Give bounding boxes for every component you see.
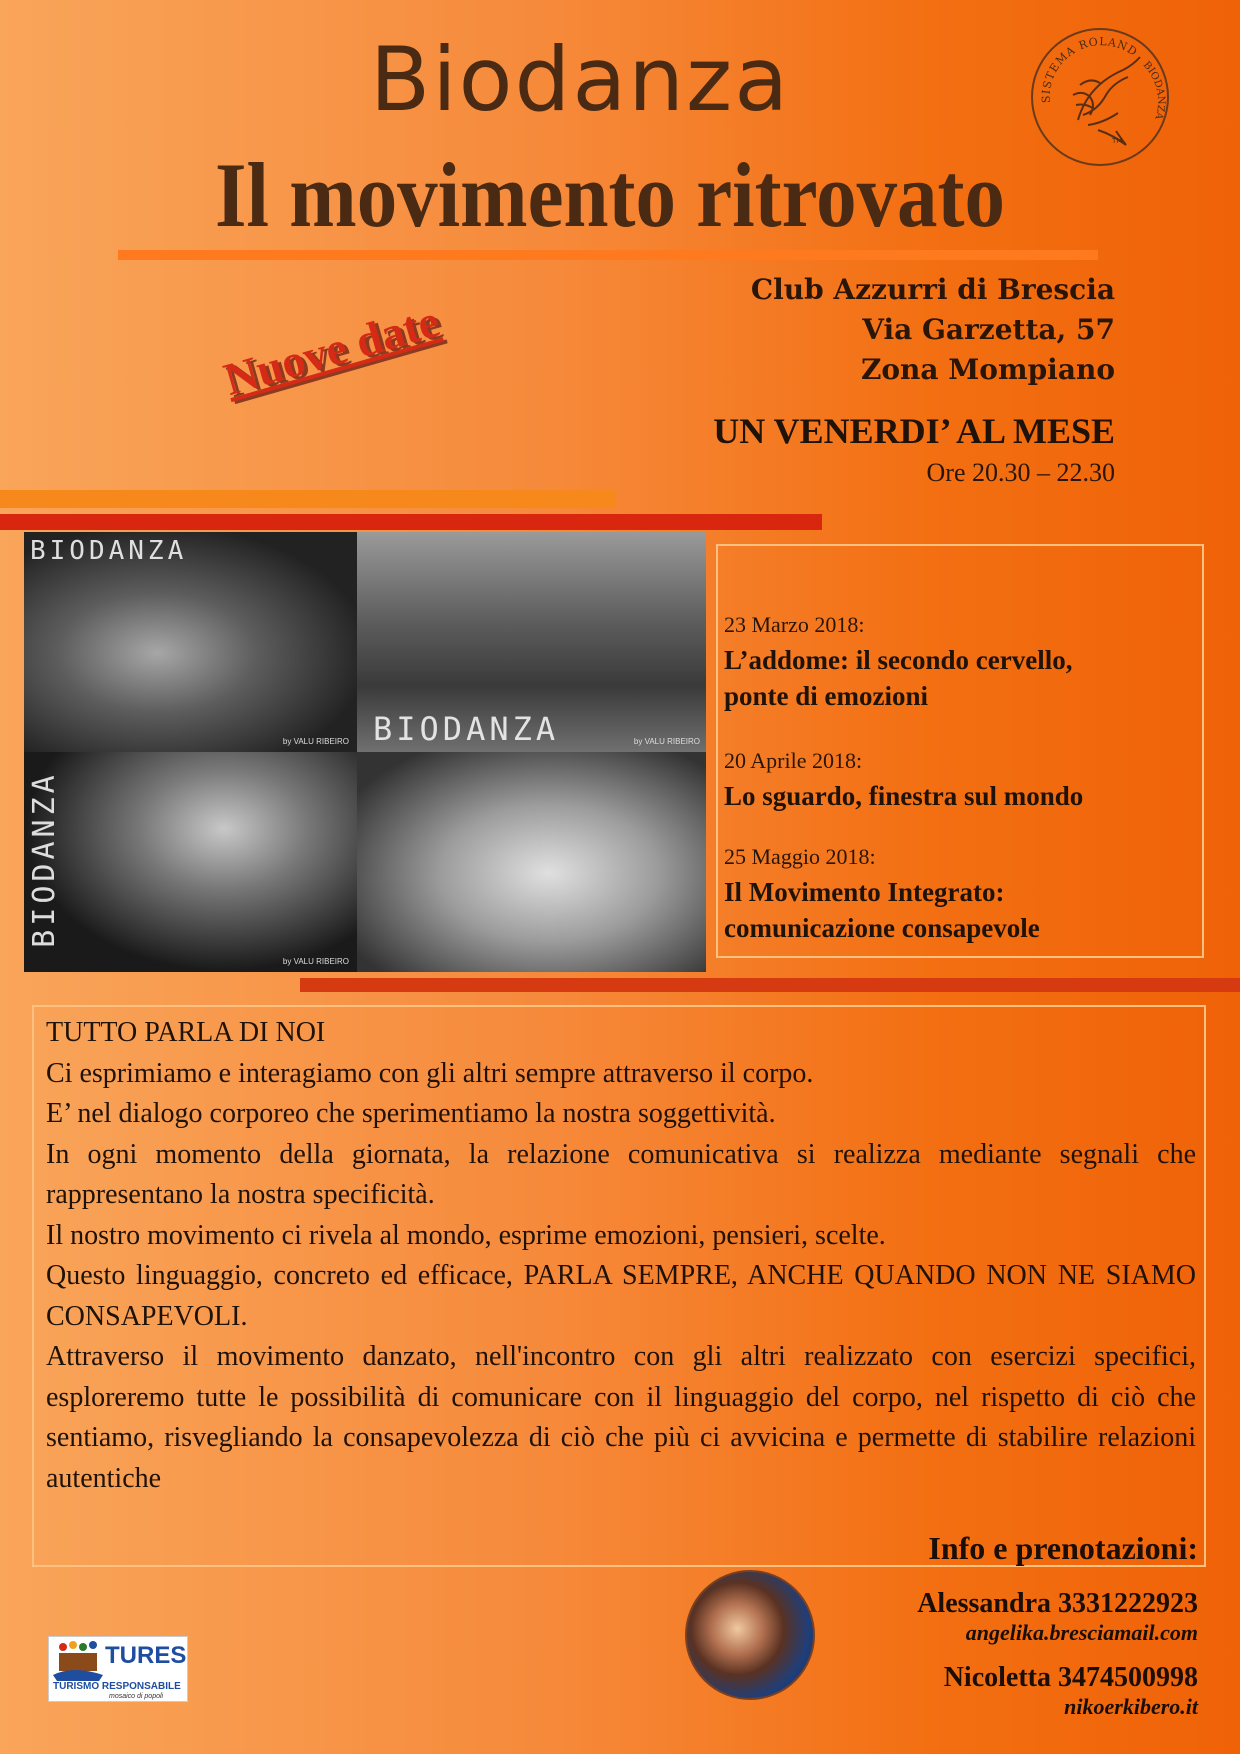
- decorative-band-orange: [0, 490, 615, 508]
- contact-name-phone: Alessandra 3331222923: [917, 1588, 1198, 1619]
- photo-collage: [24, 532, 706, 972]
- contact-email: angelika.bresciamail.com: [965, 1620, 1198, 1645]
- event-date-2: [724, 748, 1083, 814]
- description-paragraph: Questo linguaggio, concreto ed efficace, PARLA SEMPRE, ANCHE QUANDO NON NE SIAMO CONSAPEVOLI.: [46, 1260, 1196, 1332]
- contact-2: [944, 1662, 1198, 1720]
- tures-logo: [48, 1636, 188, 1702]
- photo-hands: [357, 752, 706, 972]
- event-title: ponte di emozioni: [724, 681, 929, 711]
- event-date-label: 23 Marzo 2018:: [724, 612, 865, 637]
- photo-caption: BIODANZA: [30, 536, 188, 566]
- tures-subtagline: mosaico di popoli: [109, 1693, 164, 1700]
- contacts-title: Info e prenotazioni:: [928, 1530, 1198, 1566]
- description-text: [46, 1013, 1196, 1499]
- photo-credit: by VALU RIBEIRO: [633, 737, 700, 746]
- schedule-time: Ore 20.30 – 22.30: [926, 458, 1115, 487]
- tures-name: TURES: [105, 1642, 187, 1669]
- seal-tm: TM: [1112, 137, 1123, 145]
- description-paragraph: Attraverso il movimento danzato, nell'incontro con gli altri realizzato con esercizi specifici, esploreremo tutte le possibilità di comunicare con il linguaggio del corpo, nel rispetto di ciò che sentiamo, risvegliando la consapevolezza di ciò che più ci avvicina e permette di stabilire relazioni autentiche: [46, 1341, 1196, 1494]
- contact-name-phone: Nicoletta 3474500998: [943, 1662, 1198, 1693]
- event-date-1: [724, 612, 1072, 714]
- seal-text-right: BIODANZA: [1140, 59, 1167, 121]
- contact-email: nikoerkibero.it: [1064, 1694, 1198, 1719]
- poster-title: Biodanza: [369, 28, 791, 131]
- poster-subtitle: Il movimento ritrovato: [215, 144, 1005, 246]
- description-paragraph: In ogni momento della giornata, la relazione comunicativa si realizza mediante segnali che rappresentano la nostra specificità.: [46, 1138, 1196, 1210]
- event-date-3: [724, 844, 1040, 946]
- venue-name: Club Azzurri di Brescia: [750, 273, 1115, 306]
- title-underline: [118, 250, 1098, 260]
- people-icon: [53, 1641, 103, 1681]
- schedule-title: UN VENERDI’ AL MESE: [713, 411, 1115, 451]
- venue-address: Via Garzetta, 57: [862, 313, 1115, 346]
- photo-caption: BIODANZA: [26, 771, 62, 948]
- biodanza-seal-logo: [1028, 25, 1173, 170]
- photo-feet: [357, 532, 706, 752]
- contacts-photo: [685, 1570, 815, 1700]
- decorative-band-red-lower: [300, 978, 1240, 992]
- photo-dancer: [24, 752, 357, 972]
- venue-zone: Zona Mompiano: [860, 353, 1115, 386]
- description-heading: TUTTO PARLA DI NOI: [46, 1017, 326, 1048]
- event-title: Lo sguardo, finestra sul mondo: [724, 781, 1084, 811]
- event-title: L’addome: il secondo cervello,: [724, 645, 1073, 675]
- photo-group-embrace: [24, 532, 357, 752]
- tures-tagline: TURISMO RESPONSABILE: [53, 1681, 181, 1692]
- seal-text-top: SISTEMA ROLAND: [1039, 35, 1141, 104]
- photo-credit: by VALU RIBEIRO: [282, 737, 349, 746]
- event-title: comunicazione consapevole: [724, 913, 1040, 943]
- description-paragraph: Il nostro movimento ci rivela al mondo, esprime emozioni, pensieri, scelte.: [46, 1219, 886, 1251]
- photo-credit: by VALU RIBEIRO: [282, 957, 349, 966]
- new-dates-badge: Nuove date: [218, 295, 445, 405]
- event-date-label: 25 Maggio 2018:: [724, 844, 876, 869]
- bird-icon: [1073, 57, 1140, 145]
- decorative-band-red: [0, 514, 822, 530]
- description-paragraph: Ci esprimiamo e interagiamo con gli altri sempre attraverso il corpo.: [46, 1057, 814, 1089]
- event-title: Il Movimento Integrato:: [724, 877, 1005, 907]
- contact-1: [917, 1588, 1198, 1646]
- description-paragraph: E’ nel dialogo corporeo che sperimentiamo la nostra soggettività.: [46, 1098, 776, 1129]
- event-date-label: 20 Aprile 2018:: [724, 748, 863, 773]
- photo-caption: BIODANZA: [373, 710, 560, 748]
- venue-block: [751, 270, 1115, 390]
- svg-text:SISTEMA ROLANDO TORO: [1028, 25, 1140, 103]
